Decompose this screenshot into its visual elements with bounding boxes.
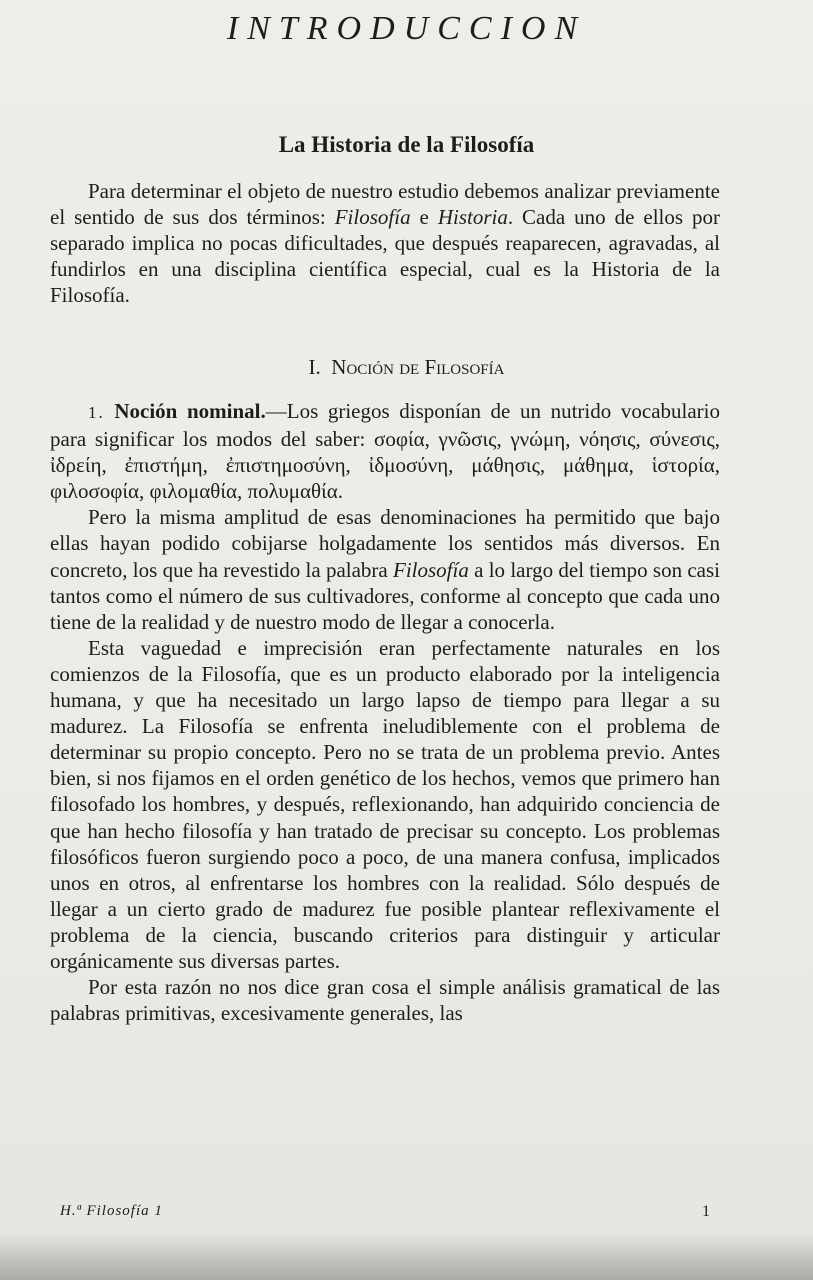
intro-term-historia: Historia bbox=[437, 205, 508, 230]
paragraph-4: Por esta razón no nos dice gran cosa el simple análisis gramatical de las palabras primitivas, excesivamente generales, las bbox=[50, 975, 720, 1026]
signature-mark: H.ª Filosofía 1 bbox=[60, 1203, 163, 1219]
intro-text-3: . Cada uno de ellos por separado implica no pocas dificultades, que después reaparecen, agravadas, al fundirlos en una disciplina científica especial, cual es la Historia de la Filosofía. bbox=[50, 205, 721, 308]
intro-text-2: e bbox=[410, 205, 438, 230]
intro-paragraph bbox=[50, 178, 720, 308]
item1-text: —Los griegos disponían de un nutrido vocabulario para significar los modos del saber: σοφία, γνῶσις, γνώμη, νόησις, σύνεσις, ἰδρείη, ἐπιστήμη, ἐπιστημοσύνη, ἰδμοσύνη, μάθησις, μάθημα, ἱστορία, φιλοσοφία, φιλομαθία, πολυμαθία. bbox=[50, 399, 720, 504]
page-number: 1 bbox=[702, 1203, 710, 1220]
intro-block bbox=[50, 178, 720, 308]
paragraph-2-text-2: a lo largo del tiempo son casi tantos como el número de sus cultivadores, conforme al concepto que cada uno tiene de la realidad y de nuestro modo de llegar a conocerla. bbox=[50, 557, 720, 634]
subsection-number: I. bbox=[308, 355, 321, 379]
section-title: La Historia de la Filosofía bbox=[278, 132, 535, 157]
page-footer bbox=[50, 1203, 710, 1227]
paragraph-2 bbox=[50, 504, 720, 634]
paragraph-2-term: Filosofía bbox=[393, 557, 469, 582]
intro-text-1: Para determinar el objeto de nuestro estudio debemos analizar previamente el sentido de sus dos términos: bbox=[50, 179, 720, 230]
subsection-title bbox=[0, 355, 813, 380]
item1-paragraph bbox=[50, 398, 720, 504]
item1-heading: Noción nominal. bbox=[114, 399, 266, 423]
paragraph-2-text-1: Pero la misma amplitud de esas denominaciones ha permitido que bajo ellas hayan podido cobijarse holgadamente los sentidos más diversos. En concreto, los que ha revestido la palabra bbox=[50, 505, 720, 582]
subsection-title-text: Noción de Filosofía bbox=[331, 355, 505, 379]
item1-number: 1. bbox=[88, 403, 105, 422]
intro-term-filosofia: Filosofía bbox=[334, 205, 411, 230]
page-edge-shadow bbox=[0, 1232, 813, 1280]
chapter-title: INTRODUCCION bbox=[226, 10, 587, 47]
paragraph-3: Esta vaguedad e imprecisión eran perfectamente naturales en los comienzos de la Filosofía, que es un producto elaborado por la inteligencia humana, y que ha necesitado un largo lapso de tiempo para llegar a su madurez. La Filosofía se enfrenta ineludiblemente con el problema de determinar su propio concepto. Pero no se trata de un problema previo. Antes bien, si nos fijamos en el orden genético de los hechos, vemos que primero han filosofado los hombres, y después, reflexionando, han adquirido conciencia de que han hecho filosofía y han tratado de precisar su concepto. Los problemas filosóficos fueron surgiendo poco a poco, de una manera confusa, implicados unos en otros, al enfrentarse los hombres con la realidad. Sólo después de llegar a un cierto grado de madurez fue posible plantear reflexivamente el problema de la ciencia, buscando criterios para distinguir y articular orgánicamente sus diversas partes. bbox=[50, 635, 720, 973]
main-text-block bbox=[50, 398, 720, 1026]
